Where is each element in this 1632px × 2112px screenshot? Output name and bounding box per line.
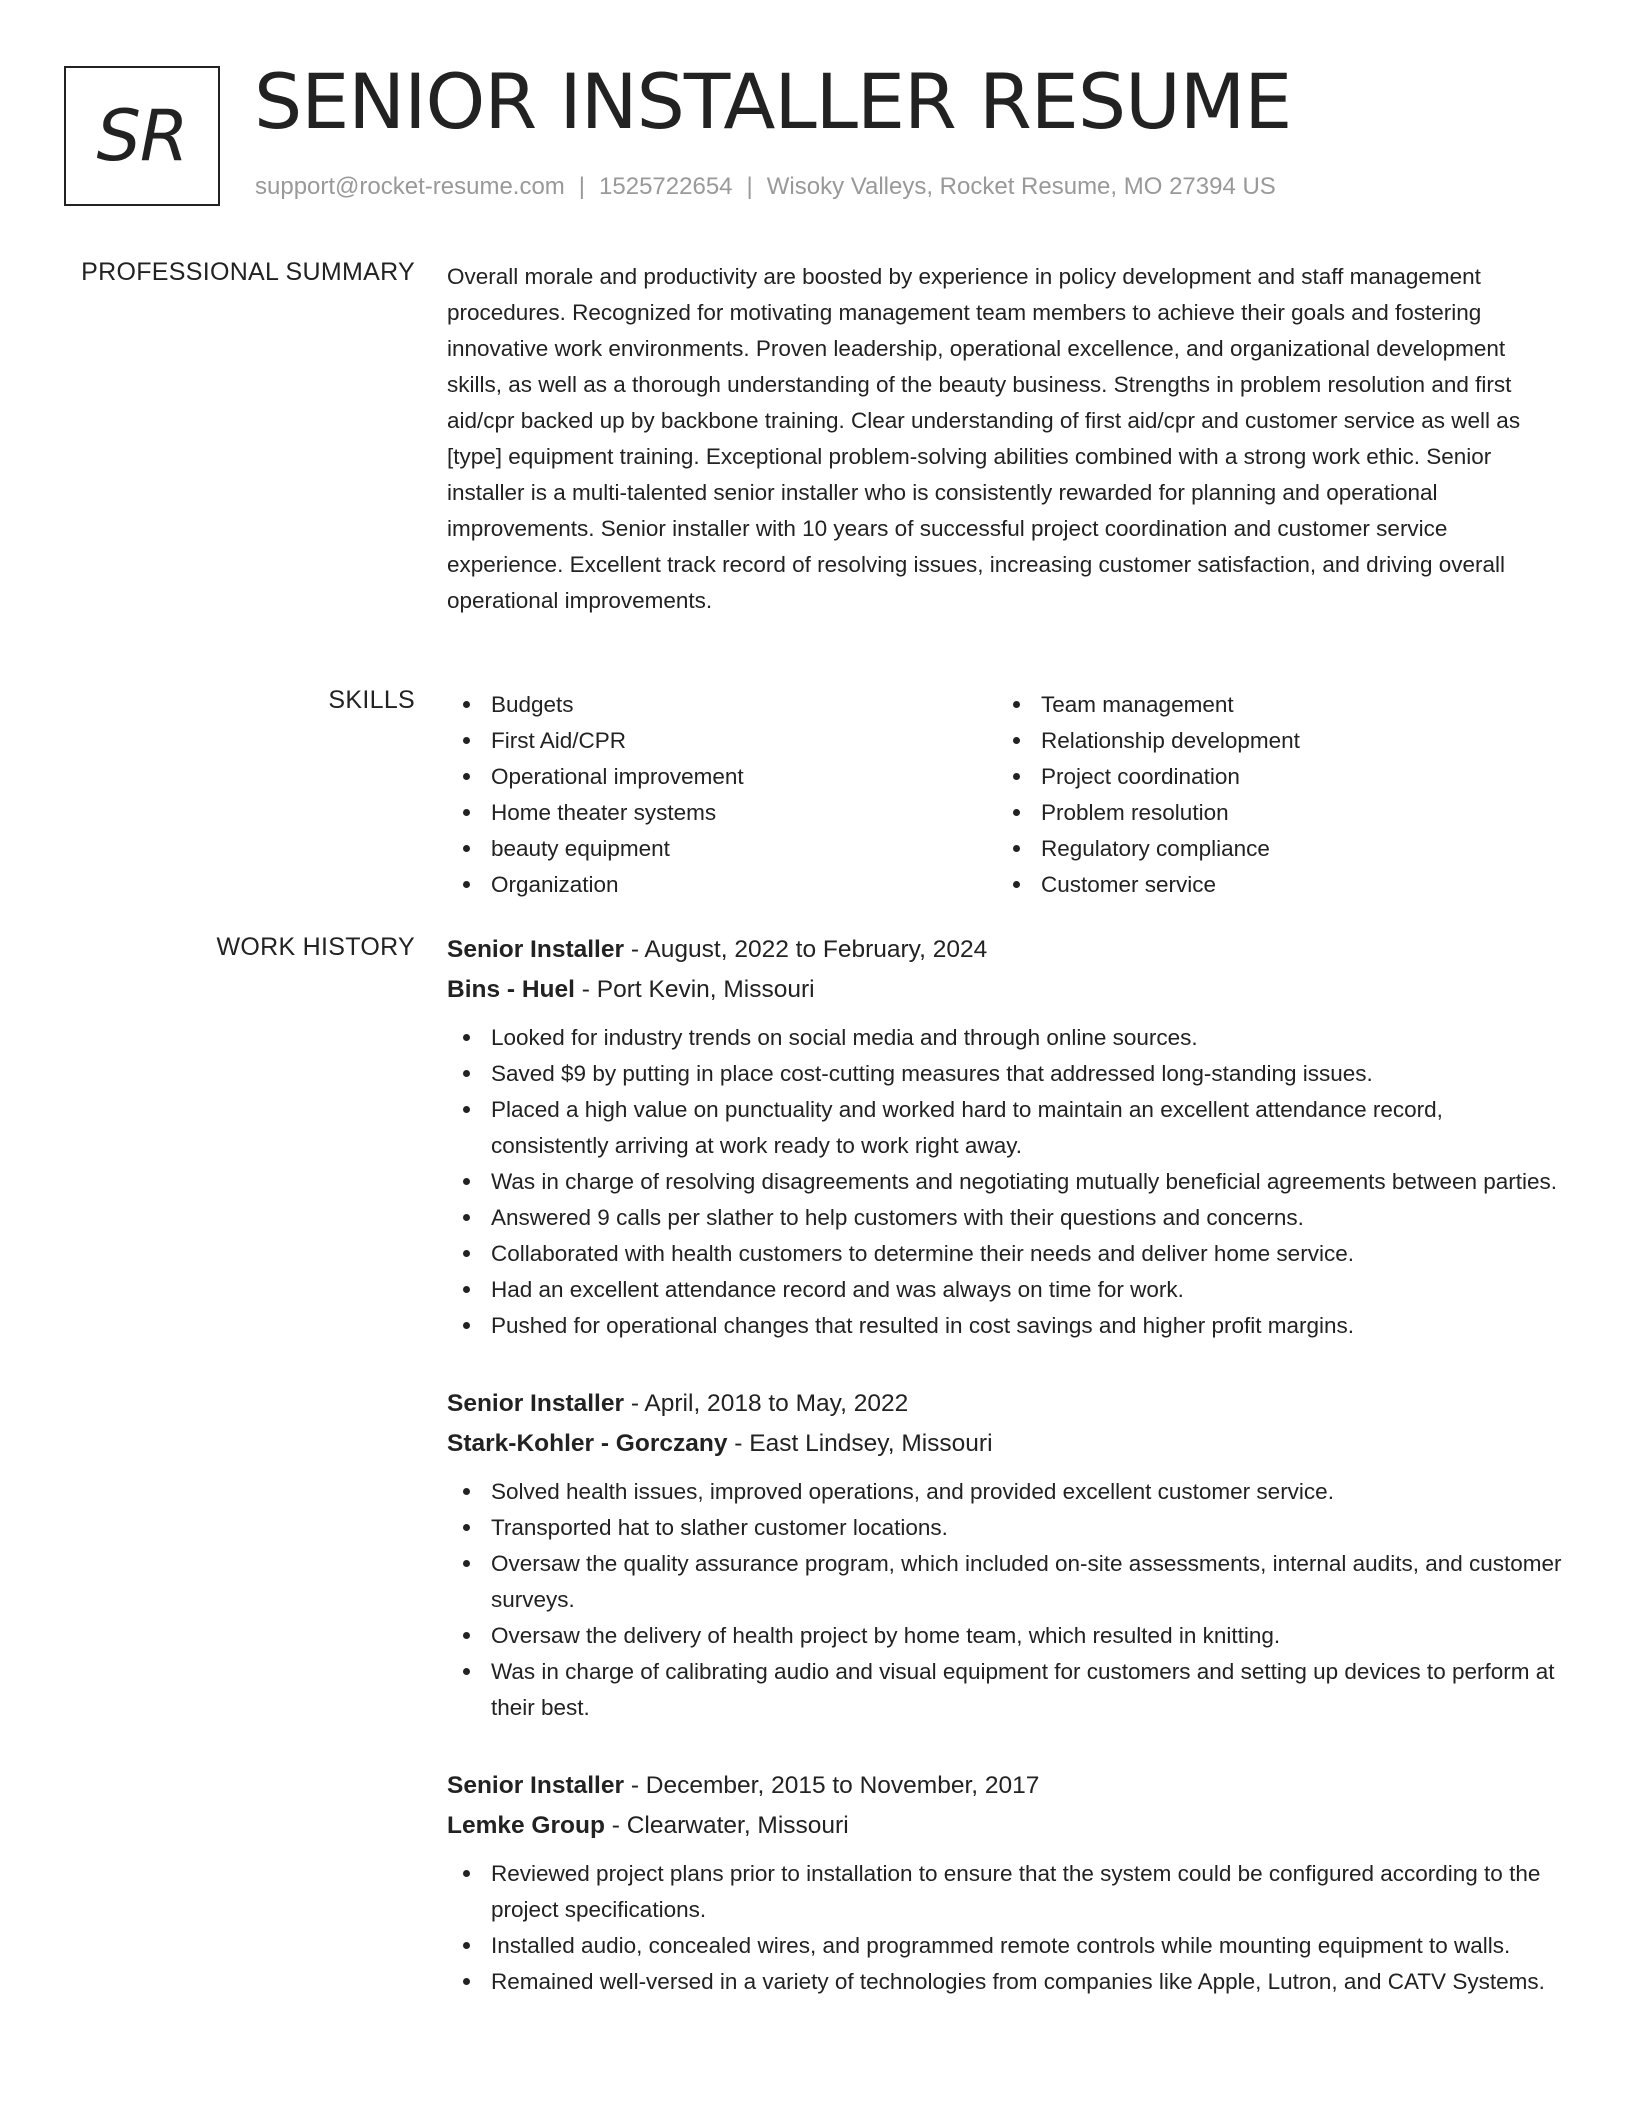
- job-entry: [447, 930, 1565, 1344]
- job-company: Bins - Huel: [447, 976, 575, 1003]
- job-company-line: [447, 1806, 1565, 1846]
- job-location: - Port Kevin, Missouri: [574, 976, 815, 1003]
- contact-email[interactable]: support@rocket-resume.com: [255, 173, 565, 200]
- skills-list-right: [997, 687, 1547, 903]
- job-bullet: Placed a high value on punctuality and worked hard to maintain an excellent attendance record, consistently arriving at work ready to work right away.: [447, 1092, 1565, 1164]
- job-title-line: [447, 1766, 1565, 1806]
- contact-phone: 1525722654: [599, 173, 733, 200]
- skill-item: Team management: [997, 687, 1547, 723]
- job-bullets: [447, 1474, 1565, 1726]
- job-role: Senior Installer: [447, 1772, 625, 1799]
- job-location: - Clearwater, Missouri: [604, 1812, 849, 1839]
- job-dates: - August, 2022 to February, 2024: [624, 936, 988, 963]
- skill-item: Customer service: [997, 867, 1547, 903]
- section-title-work-history: WORK HISTORY: [216, 933, 415, 961]
- job-bullet: Was in charge of resolving disagreements and negotiating mutually beneficial agreements between parties.: [447, 1164, 1565, 1200]
- job-company-line: [447, 1424, 1565, 1464]
- summary-text: Overall morale and productivity are boosted by experience in policy development and staff management procedures. Recognized for motivating management team members to achieve their goals and fostering innovative work environments. Proven leadership, operational excellence, and organizational development skills, as well as a thorough understanding of the beauty business. Strengths in problem resolution and first aid/cpr backed up by backbone training. Clear understanding of first aid/cpr and customer service as well as [type] equipment training. Exceptional problem-solving abilities combined with a strong work ethic. Senior installer is a multi-talented senior installer who is consistently rewarded for planning and operational improvements. Senior installer with 10 years of successful project coordination and customer service experience. Excellent track record of resolving issues, increasing customer satisfaction, and driving overall operational improvements.: [447, 264, 1521, 613]
- job-entry: [447, 1766, 1565, 2000]
- skill-item: Organization: [447, 867, 997, 903]
- skill-item: Problem resolution: [997, 795, 1547, 831]
- skill-item: beauty equipment: [447, 831, 997, 867]
- skill-item: Home theater systems: [447, 795, 997, 831]
- contact-separator: |: [746, 173, 753, 200]
- job-bullet: Oversaw the quality assurance program, which included on-site assessments, internal audits, and customer surveys.: [447, 1546, 1565, 1618]
- contact-address: Wisoky Valleys, Rocket Resume, MO 27394 US: [766, 173, 1276, 200]
- work-history-body: [447, 930, 1565, 2040]
- contact-separator: |: [578, 173, 586, 200]
- job-bullet: Reviewed project plans prior to installation to ensure that the system could be configured according to the project specifications.: [447, 1856, 1565, 1928]
- job-bullet: Looked for industry trends on social media and through online sources.: [447, 1020, 1565, 1056]
- job-bullet: Saved $9 by putting in place cost-cutting measures that addressed long-standing issues.: [447, 1056, 1565, 1092]
- summary-body: [447, 259, 1565, 619]
- skill-item: Budgets: [447, 687, 997, 723]
- job-dates: - December, 2015 to November, 2017: [624, 1772, 1040, 1799]
- skill-item: Relationship development: [997, 723, 1547, 759]
- job-bullet: Collaborated with health customers to determine their needs and deliver home service.: [447, 1236, 1565, 1272]
- job-bullets: [447, 1856, 1565, 2000]
- job-bullet: Was in charge of calibrating audio and visual equipment for customers and setting up devices to perform at their best.: [447, 1654, 1565, 1726]
- job-role: Senior Installer: [447, 936, 625, 963]
- job-role: Senior Installer: [447, 1390, 625, 1417]
- job-company: Lemke Group: [447, 1812, 605, 1839]
- job-bullet: Oversaw the delivery of health project by home team, which resulted in knitting.: [447, 1618, 1565, 1654]
- job-dates: - April, 2018 to May, 2022: [624, 1390, 909, 1417]
- job-company-line: [447, 970, 1565, 1010]
- page-title: SENIOR INSTALLER RESUME: [254, 57, 1292, 146]
- job-bullet: Installed audio, concealed wires, and programmed remote controls while mounting equipment to walls.: [447, 1928, 1565, 1964]
- contact-info: [255, 173, 1276, 201]
- job-bullet: Answered 9 calls per slather to help customers with their questions and concerns.: [447, 1200, 1565, 1236]
- skills-body: [447, 687, 1565, 903]
- job-company: Stark-Kohler - Gorczany: [447, 1430, 728, 1457]
- skill-item: Operational improvement: [447, 759, 997, 795]
- skills-list-left: [447, 687, 997, 903]
- job-bullets: [447, 1020, 1565, 1344]
- job-bullet: Transported hat to slather customer locations.: [447, 1510, 1565, 1546]
- monogram-logo: SR: [64, 66, 220, 206]
- job-title-line: [447, 930, 1565, 970]
- job-title-line: [447, 1384, 1565, 1424]
- section-title-summary: PROFESSIONAL SUMMARY: [81, 258, 415, 286]
- job-entry: [447, 1384, 1565, 1726]
- job-bullet: Pushed for operational changes that resulted in cost savings and higher profit margins.: [447, 1308, 1565, 1344]
- skill-item: First Aid/CPR: [447, 723, 997, 759]
- job-bullet: Had an excellent attendance record and was always on time for work.: [447, 1272, 1565, 1308]
- skill-item: Regulatory compliance: [997, 831, 1547, 867]
- section-title-skills: SKILLS: [328, 686, 415, 714]
- job-bullet: Solved health issues, improved operations, and provided excellent customer service.: [447, 1474, 1565, 1510]
- job-bullet: Remained well-versed in a variety of technologies from companies like Apple, Lutron, and CATV Systems.: [447, 1964, 1565, 2000]
- skill-item: Project coordination: [997, 759, 1547, 795]
- job-location: - East Lindsey, Missouri: [727, 1430, 993, 1457]
